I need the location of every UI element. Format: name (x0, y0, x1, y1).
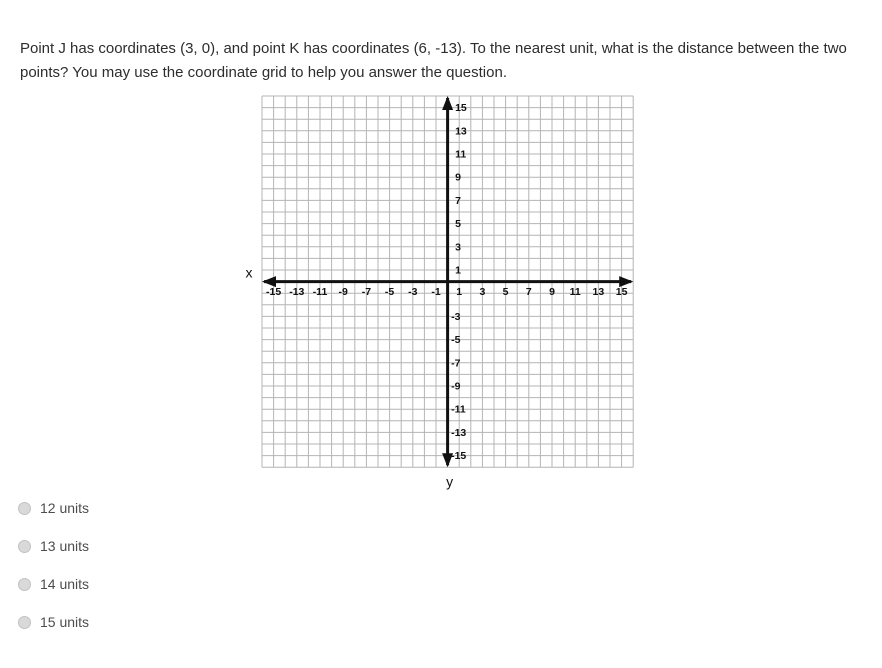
svg-text:-9: -9 (338, 286, 348, 299)
svg-text:9: 9 (549, 286, 555, 299)
radio-button-icon[interactable] (18, 616, 31, 629)
svg-text:x: x (245, 264, 253, 281)
svg-text:7: 7 (455, 194, 461, 207)
svg-text:13: 13 (592, 286, 605, 299)
answer-option-label: 12 units (40, 500, 90, 516)
svg-text:11: 11 (569, 286, 581, 299)
svg-text:-15: -15 (266, 286, 282, 299)
svg-text:1: 1 (456, 286, 463, 299)
question-text: Point J has coordinates (3, 0), and point K has coordinates (6, -13). To the nearest unit, what is the distance between the two points? You may use the coordinate grid to help you answer the question. (20, 40, 847, 81)
coordinate-grid-svg (240, 88, 660, 500)
coordinate-grid (240, 88, 660, 500)
svg-text:11: 11 (455, 148, 467, 161)
svg-text:-11: -11 (312, 286, 328, 299)
svg-text:-5: -5 (451, 334, 461, 347)
svg-text:-9: -9 (451, 380, 461, 393)
svg-text:-7: -7 (451, 357, 461, 370)
svg-text:-3: -3 (408, 286, 418, 299)
svg-text:15: 15 (615, 286, 628, 299)
svg-text:-1: -1 (431, 286, 441, 299)
answer-option-4[interactable] (18, 610, 89, 634)
answer-option-2[interactable] (18, 534, 89, 558)
svg-text:-13: -13 (289, 286, 305, 299)
svg-text:3: 3 (455, 241, 461, 254)
radio-button-icon[interactable] (18, 502, 31, 515)
svg-text:-7: -7 (361, 286, 372, 299)
svg-text:3: 3 (479, 286, 486, 299)
answer-option-label: 14 units (40, 576, 90, 592)
svg-text:y: y (446, 473, 454, 490)
svg-text:9: 9 (455, 171, 461, 184)
svg-text:-5: -5 (384, 286, 395, 299)
answer-option-label: 15 units (40, 614, 90, 630)
svg-text:-15: -15 (451, 450, 467, 463)
svg-text:-3: -3 (451, 310, 461, 323)
svg-text:7: 7 (525, 286, 532, 299)
answer-options (18, 496, 89, 648)
answer-option-label: 13 units (40, 538, 90, 554)
answer-option-3[interactable] (18, 572, 89, 596)
svg-text:13: 13 (455, 125, 467, 138)
svg-text:1: 1 (455, 264, 461, 277)
answer-option-1[interactable] (18, 496, 89, 520)
radio-button-icon[interactable] (18, 540, 31, 553)
svg-text:5: 5 (455, 218, 461, 231)
radio-button-icon[interactable] (18, 578, 31, 591)
svg-text:-11: -11 (451, 403, 466, 416)
svg-text:5: 5 (502, 286, 509, 299)
svg-text:-13: -13 (451, 426, 467, 439)
svg-text:15: 15 (455, 102, 467, 115)
